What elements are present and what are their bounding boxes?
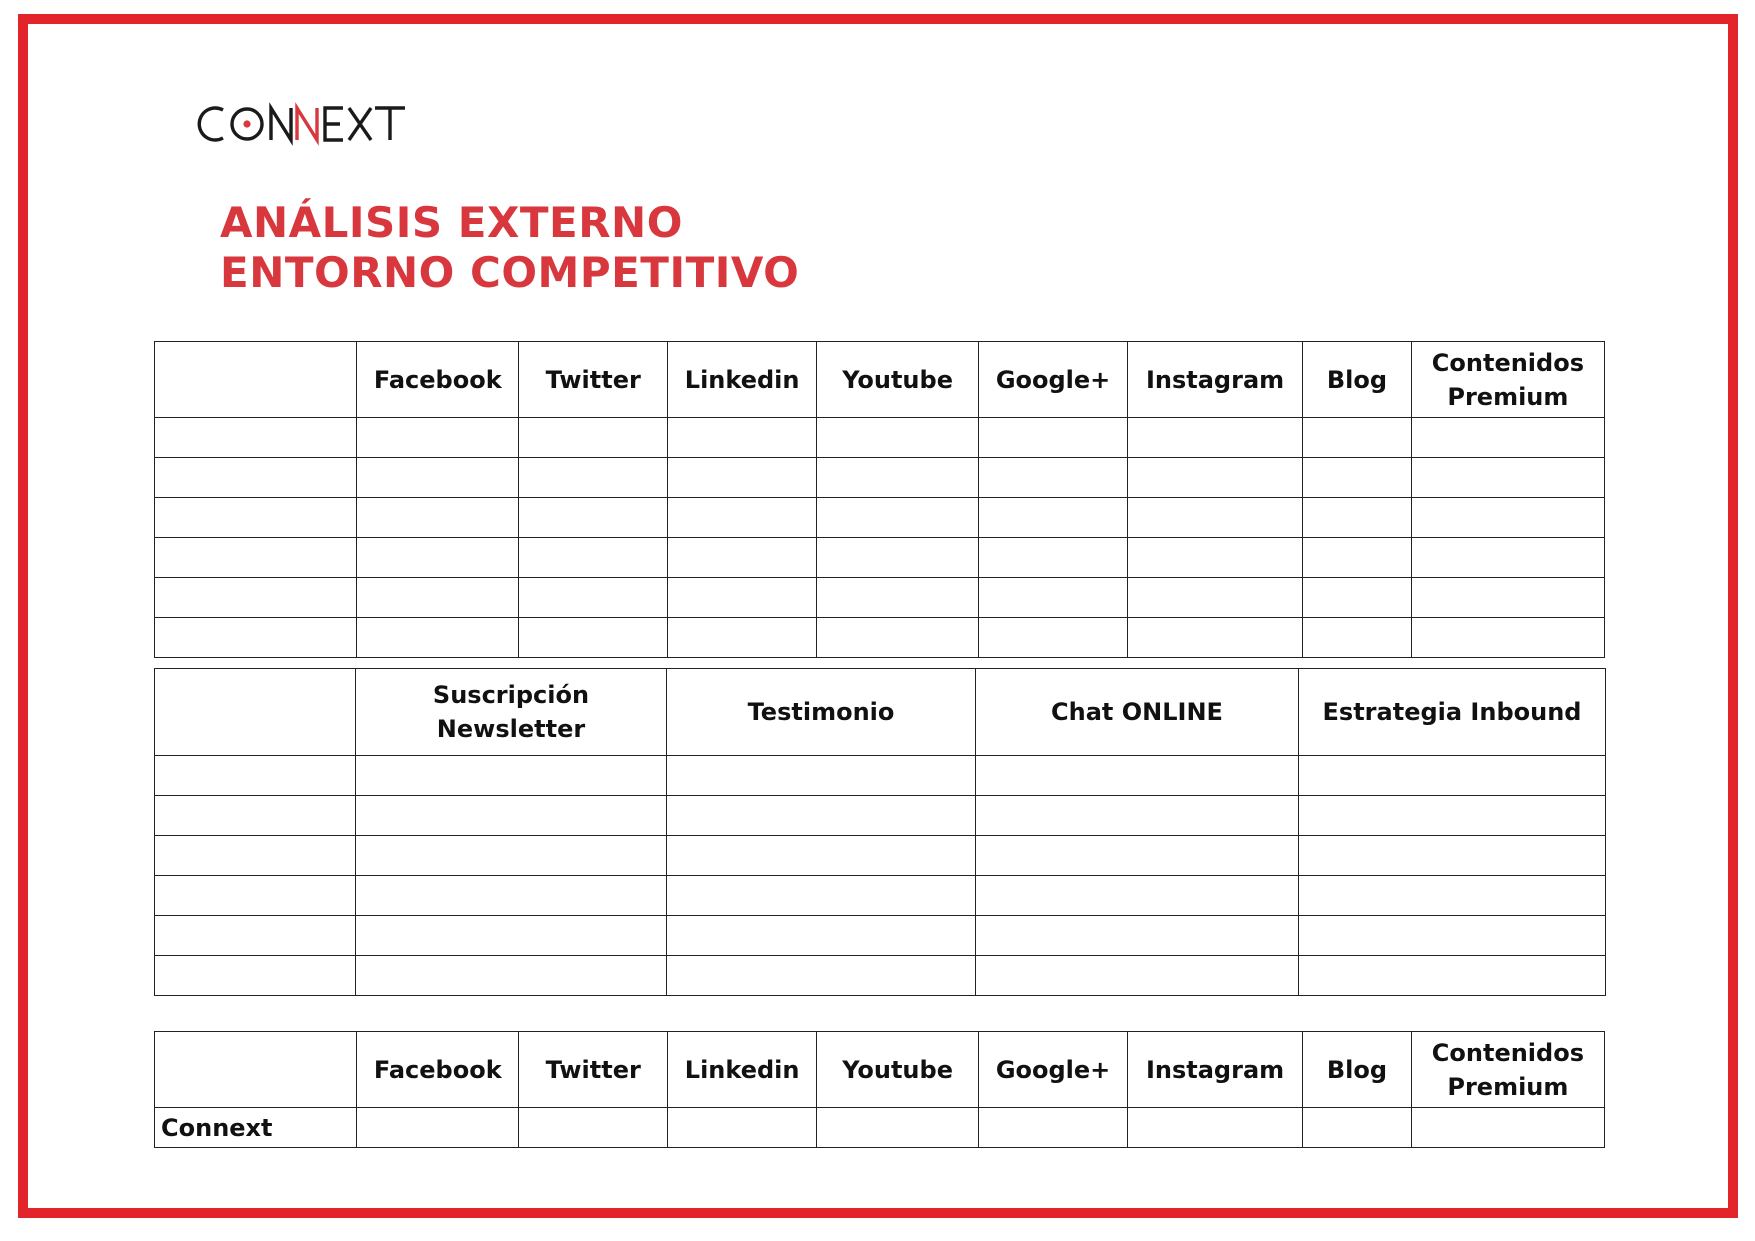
header-suscripcion-newsletter: Suscripción Newsletter [356, 669, 667, 756]
table-cell[interactable] [1128, 538, 1303, 578]
header-contenidos-premium: Contenidos Premium [1411, 1032, 1604, 1108]
table-cell[interactable] [976, 796, 1299, 836]
header-linkedin: Linkedin [668, 342, 817, 418]
table-cell[interactable] [519, 458, 668, 498]
table-cell[interactable] [356, 956, 667, 996]
header-estrategia-inbound: Estrategia Inbound [1299, 669, 1606, 756]
table-cell[interactable] [1128, 578, 1303, 618]
header-testimonio: Testimonio [667, 669, 976, 756]
table-cell[interactable] [357, 498, 519, 538]
table-cell[interactable] [356, 756, 667, 796]
table-row [155, 796, 1606, 836]
table-row [155, 538, 1605, 578]
table-cell[interactable] [979, 538, 1128, 578]
table-cell[interactable] [357, 538, 519, 578]
table-cell[interactable] [357, 418, 519, 458]
table-row [155, 618, 1605, 658]
table-cell[interactable] [357, 618, 519, 658]
table-cell[interactable] [357, 578, 519, 618]
header-cell-empty [155, 342, 357, 418]
table-cell[interactable] [979, 578, 1128, 618]
features-table [154, 668, 1606, 996]
table-cell[interactable] [356, 836, 667, 876]
table-cell[interactable] [1299, 956, 1606, 996]
table-cell[interactable] [817, 458, 979, 498]
table-cell[interactable] [667, 876, 976, 916]
table-cell[interactable] [1303, 538, 1412, 578]
table-cell[interactable] [519, 538, 668, 578]
table-cell[interactable] [1299, 916, 1606, 956]
header-cell-empty [155, 1032, 357, 1108]
header-blog: Blog [1303, 1032, 1412, 1108]
table-row [155, 756, 1606, 796]
table-cell[interactable] [668, 418, 817, 458]
table-header-row [155, 342, 1605, 418]
table-cell[interactable] [1299, 756, 1606, 796]
table-row [155, 916, 1606, 956]
header-instagram: Instagram [1128, 342, 1303, 418]
features-table-body [155, 756, 1606, 996]
table-cell[interactable] [1411, 418, 1604, 458]
table-row [155, 1108, 1605, 1148]
table-cell[interactable] [979, 498, 1128, 538]
table-cell[interactable] [1411, 578, 1604, 618]
table-cell[interactable] [1299, 836, 1606, 876]
table-row [155, 876, 1606, 916]
page-title [220, 198, 799, 298]
table-cell[interactable] [817, 1108, 979, 1148]
row-label-cell[interactable] [155, 538, 357, 578]
table-cell[interactable] [1411, 1108, 1604, 1148]
row-label-cell[interactable] [155, 756, 356, 796]
title-line-2: ENTORNO COMPETITIVO [220, 248, 800, 297]
header-blog: Blog [1303, 342, 1412, 418]
table-cell[interactable] [519, 578, 668, 618]
table-cell[interactable] [976, 956, 1299, 996]
header-instagram: Instagram [1128, 1032, 1303, 1108]
table-cell[interactable] [667, 916, 976, 956]
row-label-cell[interactable] [155, 498, 357, 538]
table-cell[interactable] [667, 756, 976, 796]
table-cell[interactable] [1411, 538, 1604, 578]
table-cell[interactable] [356, 796, 667, 836]
table-cell[interactable] [1411, 618, 1604, 658]
header-youtube: Youtube [817, 342, 979, 418]
table-cell[interactable] [1411, 458, 1604, 498]
header-contenidos-premium: Contenidos Premium [1411, 342, 1604, 418]
title-line-1: ANÁLISIS EXTERNO [220, 198, 683, 247]
row-label-cell[interactable] [155, 796, 356, 836]
row-label-cell[interactable] [155, 418, 357, 458]
table-cell[interactable] [1303, 578, 1412, 618]
row-label-cell[interactable] [155, 618, 357, 658]
table-cell[interactable] [357, 458, 519, 498]
header-google-plus: Google+ [979, 1032, 1128, 1108]
table-cell[interactable] [1299, 796, 1606, 836]
connext-logo-mark [193, 102, 413, 146]
row-label-cell[interactable] [155, 836, 356, 876]
table-cell[interactable] [976, 836, 1299, 876]
table-row [155, 836, 1606, 876]
row-label-cell[interactable] [155, 578, 357, 618]
table-cell[interactable] [519, 498, 668, 538]
table-cell[interactable] [668, 578, 817, 618]
table-cell[interactable] [817, 618, 979, 658]
social-networks-table [154, 341, 1605, 658]
table-cell[interactable] [668, 1108, 817, 1148]
table-cell[interactable] [1303, 498, 1412, 538]
table-cell[interactable] [519, 418, 668, 458]
table-cell[interactable] [1128, 458, 1303, 498]
header-twitter: Twitter [519, 1032, 668, 1108]
table-cell[interactable] [979, 458, 1128, 498]
table-row [155, 956, 1606, 996]
table-cell[interactable] [667, 836, 976, 876]
table-cell[interactable] [667, 796, 976, 836]
table-row [155, 498, 1605, 538]
table-cell[interactable] [357, 1108, 519, 1148]
header-youtube: Youtube [817, 1032, 979, 1108]
connext-logo [193, 103, 413, 145]
table-cell[interactable] [976, 876, 1299, 916]
social-table-body [155, 418, 1605, 658]
header-google-plus: Google+ [979, 342, 1128, 418]
table-cell[interactable] [668, 458, 817, 498]
table-cell[interactable] [1299, 876, 1606, 916]
table-cell[interactable] [817, 418, 979, 458]
table-cell[interactable] [979, 1108, 1128, 1148]
table-cell[interactable] [979, 618, 1128, 658]
header-twitter: Twitter [519, 342, 668, 418]
table-cell[interactable] [1303, 1108, 1412, 1148]
header-chat-online: Chat ONLINE [976, 669, 1299, 756]
table-cell[interactable] [1128, 418, 1303, 458]
table-cell[interactable] [817, 538, 979, 578]
table-cell[interactable] [817, 498, 979, 538]
connext-table [154, 1031, 1605, 1148]
header-facebook: Facebook [357, 342, 519, 418]
table-cell[interactable] [1128, 498, 1303, 538]
table-cell[interactable] [1303, 458, 1412, 498]
table-cell[interactable] [519, 618, 668, 658]
table-cell[interactable] [1303, 618, 1412, 658]
row-label-cell[interactable] [155, 916, 356, 956]
table-header-row [155, 1032, 1605, 1108]
table-cell[interactable] [519, 1108, 668, 1148]
table-cell[interactable] [668, 538, 817, 578]
table-cell[interactable] [976, 756, 1299, 796]
table-cell[interactable] [817, 578, 979, 618]
table-row [155, 458, 1605, 498]
table-row [155, 578, 1605, 618]
row-label-cell[interactable] [155, 956, 356, 996]
row-label-cell[interactable] [155, 876, 356, 916]
table-cell[interactable] [979, 418, 1128, 458]
table-cell[interactable] [1303, 418, 1412, 458]
table-header-row [155, 669, 1606, 756]
header-linkedin: Linkedin [668, 1032, 817, 1108]
table-cell[interactable] [1128, 618, 1303, 658]
table-cell[interactable] [1411, 498, 1604, 538]
header-facebook: Facebook [357, 1032, 519, 1108]
table-cell[interactable] [976, 916, 1299, 956]
header-cell-empty [155, 669, 356, 756]
table-cell[interactable] [356, 916, 667, 956]
table-row [155, 418, 1605, 458]
table-cell[interactable] [668, 498, 817, 538]
row-label-cell[interactable] [155, 458, 357, 498]
table-cell[interactable] [356, 876, 667, 916]
row-label-connext: Connext [155, 1108, 357, 1148]
table-cell[interactable] [1128, 1108, 1303, 1148]
table-cell[interactable] [668, 618, 817, 658]
table-cell[interactable] [667, 956, 976, 996]
